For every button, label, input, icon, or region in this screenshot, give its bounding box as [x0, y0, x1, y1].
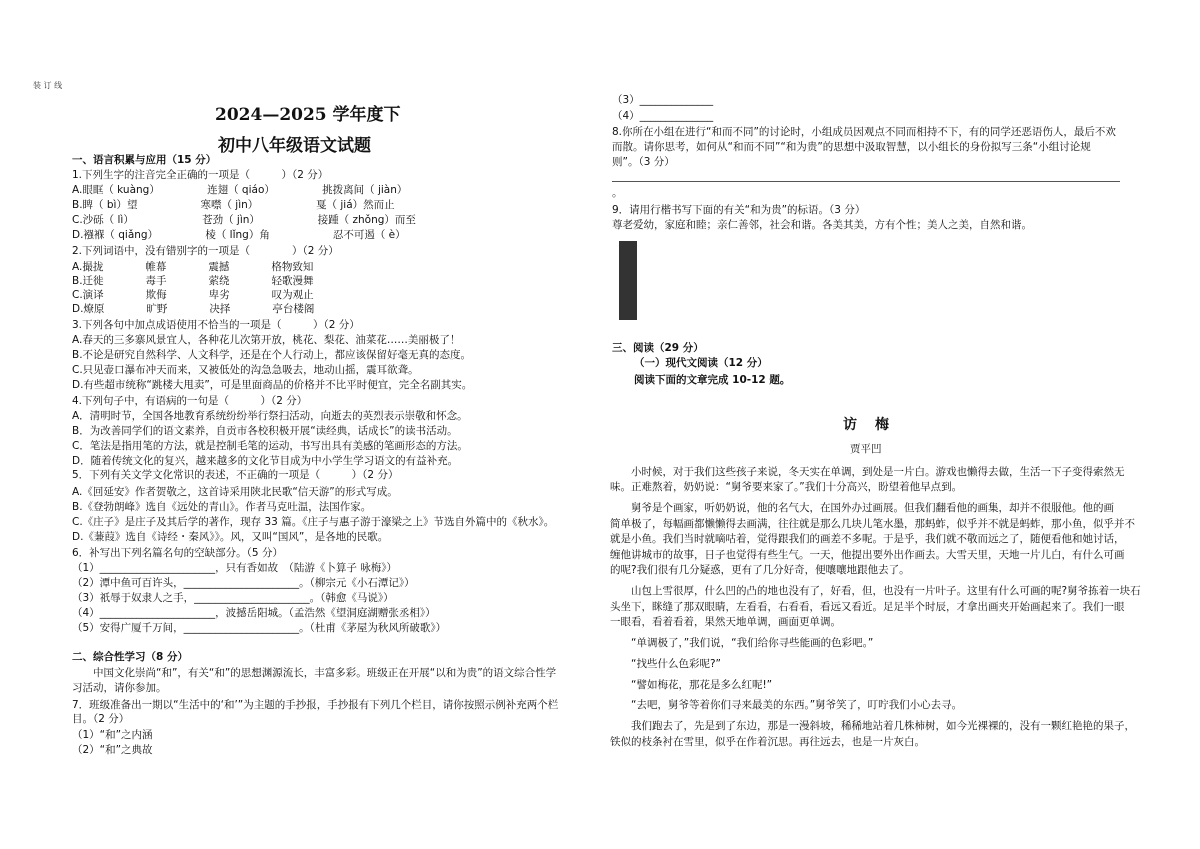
article-line-3: 舅爷是个画家，听奶奶说，他的名气大，在国外办过画展。但我们翻看他的画集，却并不很服他。他的画 — [610, 502, 1114, 514]
grid-row — [620, 268, 637, 294]
left-line-1: 一、语言积累与应用（15 分） — [72, 154, 217, 166]
grid-cell[interactable] — [636, 242, 637, 268]
left-line-21: D．随着传统文化的复兴，越来越多的文化节目成为中小学生学习语文的有益补充。 — [72, 455, 459, 467]
left-line-32: （5）安得广厦千万间，______________________。（杜甫《茅屋为秋风所破歌》） — [72, 622, 447, 634]
left-line-33: 二、综合性学习（8 分） — [72, 651, 188, 663]
right-line-2: （4）______________ — [612, 110, 714, 122]
left-line-4: B.睥（ bì）望 寒噤（ jìn） 戛（ jiá）然而止 — [72, 199, 395, 211]
exam-title-year: 2024—2025 学年度下 — [215, 105, 401, 125]
right-line-3: 8.你所在小组在进行“和而不同”的讨论时，小组成员因观点不同而相持不下，有的同学还恶语伤人，最后不欢 — [612, 126, 1116, 138]
article-line-14: “去吧，舅爷等着你们寻来最美的东西。”舅爷笑了，叮咛我们小心去寻。 — [610, 699, 963, 711]
left-line-24: B.《登勃朗峰》选自《远处的青山》。作者马克吐温，法国作家。 — [72, 501, 372, 513]
article-line-9: 头坐下，眯缝了那双眼睛，左看看，右看看，看远又看近。足足半个时辰，才拿出画夹开始画起来了。我们一眼 — [610, 601, 1125, 613]
left-line-9: B.迁徙 毒手 萦绕 轻歌漫舞 — [72, 275, 314, 287]
left-line-30: （3）祇辱于奴隶人之手，______________________。（韩愈《马说》） — [72, 592, 394, 604]
grid-cell[interactable] — [636, 268, 637, 294]
article-line-1: 小时候，对于我们这些孩子来说，冬天实在单调，到处是一片白。游戏也懒得去做，生活一下子变得索然无 — [610, 466, 1125, 478]
section3-instruction: 阅读下面的文章完成 10-12 题。 — [634, 374, 791, 386]
period-mark: 。 — [612, 187, 623, 199]
left-line-11: D.燎原 旷野 决择 亭台楼阁 — [72, 303, 315, 315]
answer-line — [612, 181, 1120, 182]
right-line-1: （3）______________ — [612, 94, 714, 106]
left-line-34: 中国文化崇尚“和”，有关“和”的思想渊源流长，丰富多彩。班级正在开展“以和为贵”的语文综合性学 — [72, 667, 557, 679]
section3-heading: 三、阅读（29 分） — [612, 342, 704, 354]
left-line-16: D.有些超市统称“跳楼大甩卖”，可是里面商品的价格并不比平时便宜，完全名副其实。 — [72, 379, 473, 391]
exam-title-subject: 初中八年级语文试题 — [218, 136, 371, 156]
left-line-15: C.只见壶口瀑布冲天而来，又被低处的沟急急吸去，地动山摇，震耳欲聋。 — [72, 364, 419, 376]
left-line-35: 习活动，请你参加。 — [72, 682, 167, 694]
left-line-20: C．笔法是指用笔的方法，就是控制毛笔的运动，书写出具有美感的笔画形态的方法。 — [72, 440, 468, 452]
corner-mark: 装 订 线 — [33, 81, 63, 90]
article-line-7: 的呢?我们很有几分疑惑，更有了几分好奇，便嚷嚷地跟他去了。 — [610, 564, 910, 576]
left-line-18: A．清明时节，全国各地教育系统纷纷举行祭扫活动，向逝去的英烈表示崇敬和怀念。 — [72, 410, 468, 422]
grid-row — [620, 242, 637, 268]
left-line-2: 1.下列生字的注音完全正确的一项是（ ）（2 分） — [72, 169, 329, 181]
left-line-31: （4）______________________，波撼岳阳城。（孟浩然《望洞庭湖赠张丞相》） — [72, 607, 436, 619]
left-line-27: 6．补写出下列名篇名句的空缺部分。（5 分） — [72, 547, 283, 559]
left-line-28: （1）______________________，只有香如故 （陆游《卜算子 咏梅》） — [72, 562, 398, 574]
writing-grid — [619, 241, 637, 320]
left-line-29: （2）潭中鱼可百许头，______________________。（柳宗元《小石潭记》） — [72, 577, 415, 589]
article-line-8: 山包上雪很厚，什么凹的凸的地也没有了，好看，但，也没有一片叶子。这里有什么可画的呢?舅爷拣着一块石 — [610, 585, 1141, 597]
left-line-7: 2.下列词语中，没有错别字的一项是（ ）（2 分） — [72, 245, 339, 257]
left-line-10: C.演译 欺侮 卑劣 叹为观止 — [72, 289, 314, 301]
left-line-3: A.眼眶（ kuàng） 连翅（ qiáo） 挑拨离间（ jiàn） — [72, 184, 408, 196]
left-line-38: （1）“和”之内涵 — [72, 729, 153, 741]
left-line-19: B．为改善同学们的语文素养，自贡市各校积极开展“读经典，话成长”的读书活动。 — [72, 425, 458, 437]
left-line-13: A.春天的三多寨风景宜人，各种花儿次第开放，桃花、梨花、油菜花……美丽极了！ — [72, 334, 461, 346]
article-author: 贾平凹 — [850, 443, 882, 455]
left-line-36: 7．班级准备出一期以“生活中的‘和’”为主题的手抄报，手抄报有下列几个栏目，请你按照示例补充两个栏 — [72, 699, 559, 711]
left-line-26: D.《蒹葭》选自《诗经・秦风》》。风，又叫“国风”，是各地的民歌。 — [72, 531, 389, 543]
left-line-39: （2）“和”之典故 — [72, 744, 153, 756]
article-line-16: 铁似的枝条衬在雪里，似乎在作着沉思。再往远去，也是一片灰白。 — [610, 736, 925, 748]
article-line-6: 缠他讲城市的故事，日子也觉得有些生气。一天，他提出要外出作画去。大雪天里，天地一片儿白，有什么可画 — [610, 549, 1125, 561]
left-line-12: 3.下列各句中加点成语使用不恰当的一项是（ ）（2 分） — [72, 319, 360, 331]
left-line-5: C.沙砾（ lì） 苍劲（ jìn） 接踵（ zhǒng）而至 — [72, 214, 416, 226]
q9-prompt: 9．请用行楷书写下面的有关“和为贵”的标语。（3 分） — [612, 204, 866, 216]
left-line-6: D.襁褓（ qiǎng） 棱（ lǐng）角 忍不可遏（ è） — [72, 229, 406, 241]
article-line-10: 一眼看，看着看着，果然天地单调，画面更单调。 — [610, 616, 841, 628]
left-line-22: 5．下列有关文学文化常识的表述，不正确的一项是（ ）（2 分） — [72, 469, 399, 481]
left-line-25: C.《庄子》是庄子及其后学的著作，现存 33 篇。《庄子与惠子游于濠梁之上》节选自外篇中的《秋水》。 — [72, 516, 555, 528]
article-line-2: 味。正难熬着，奶奶说：“舅爷要来家了。”我们十分高兴，盼望着他早点到。 — [610, 481, 963, 493]
right-line-5: 则”。（3 分） — [612, 156, 675, 168]
article-line-15: 我们跑去了，先是到了东边，那是一漫斜坡，稀稀地站着几株柿树，如今光裸裸的，没有一颗红艳艳的果子， — [610, 720, 1135, 732]
section3-subheading: （一）现代文阅读（12 分） — [634, 357, 768, 369]
article-line-4: 简单极了，每幅画都懒懒得去画满，往往就是那么几块儿笔水墨，那蚂蚱，似乎并不就是蚂蚱，那小鱼，似乎并不 — [610, 518, 1135, 530]
right-line-4: 而散。请你思考，如何从“和而不同”“和为贵”的思想中汲取智慧，以小组长的身份拟写三条“小组讨论规 — [612, 141, 1091, 153]
q9-slogan: 尊老爱幼，家庭和睦；亲仁善邻，社会和谐。各美其美，方有个性；美人之美，自然和谐。 — [612, 219, 1032, 231]
article-line-13: “譬如梅花，那花是多么红呢!” — [610, 679, 773, 691]
left-line-8: A.撮拢 帷幕 震撼 格物致知 — [72, 261, 314, 273]
grid-cell[interactable] — [636, 294, 637, 320]
left-line-37: 目。（2 分） — [72, 713, 130, 725]
article-title: 访梅 — [843, 417, 907, 433]
left-line-17: 4.下列句子中，有语病的一句是（ ）（2 分） — [72, 395, 308, 407]
left-line-23: A.《回延安》作者贺敬之，这首诗采用陕北民歌“信天游”的形式写成。 — [72, 486, 398, 498]
article-line-11: “单调极了，”我们说，“我们给你寻些能画的色彩吧。” — [610, 637, 874, 649]
grid-row — [620, 294, 637, 320]
article-line-12: “找些什么色彩呢?” — [610, 658, 721, 670]
article-line-5: 就是小鱼。我们当时就嘀咕着，觉得跟我们的画差不多呢。于是乎，我们就不敬而远之了，随便看他和她讨话， — [610, 533, 1125, 545]
left-line-14: B.不论是研究自然科学、人文科学，还是在个人行动上，都应该保留好毫无真的态度。 — [72, 349, 472, 361]
